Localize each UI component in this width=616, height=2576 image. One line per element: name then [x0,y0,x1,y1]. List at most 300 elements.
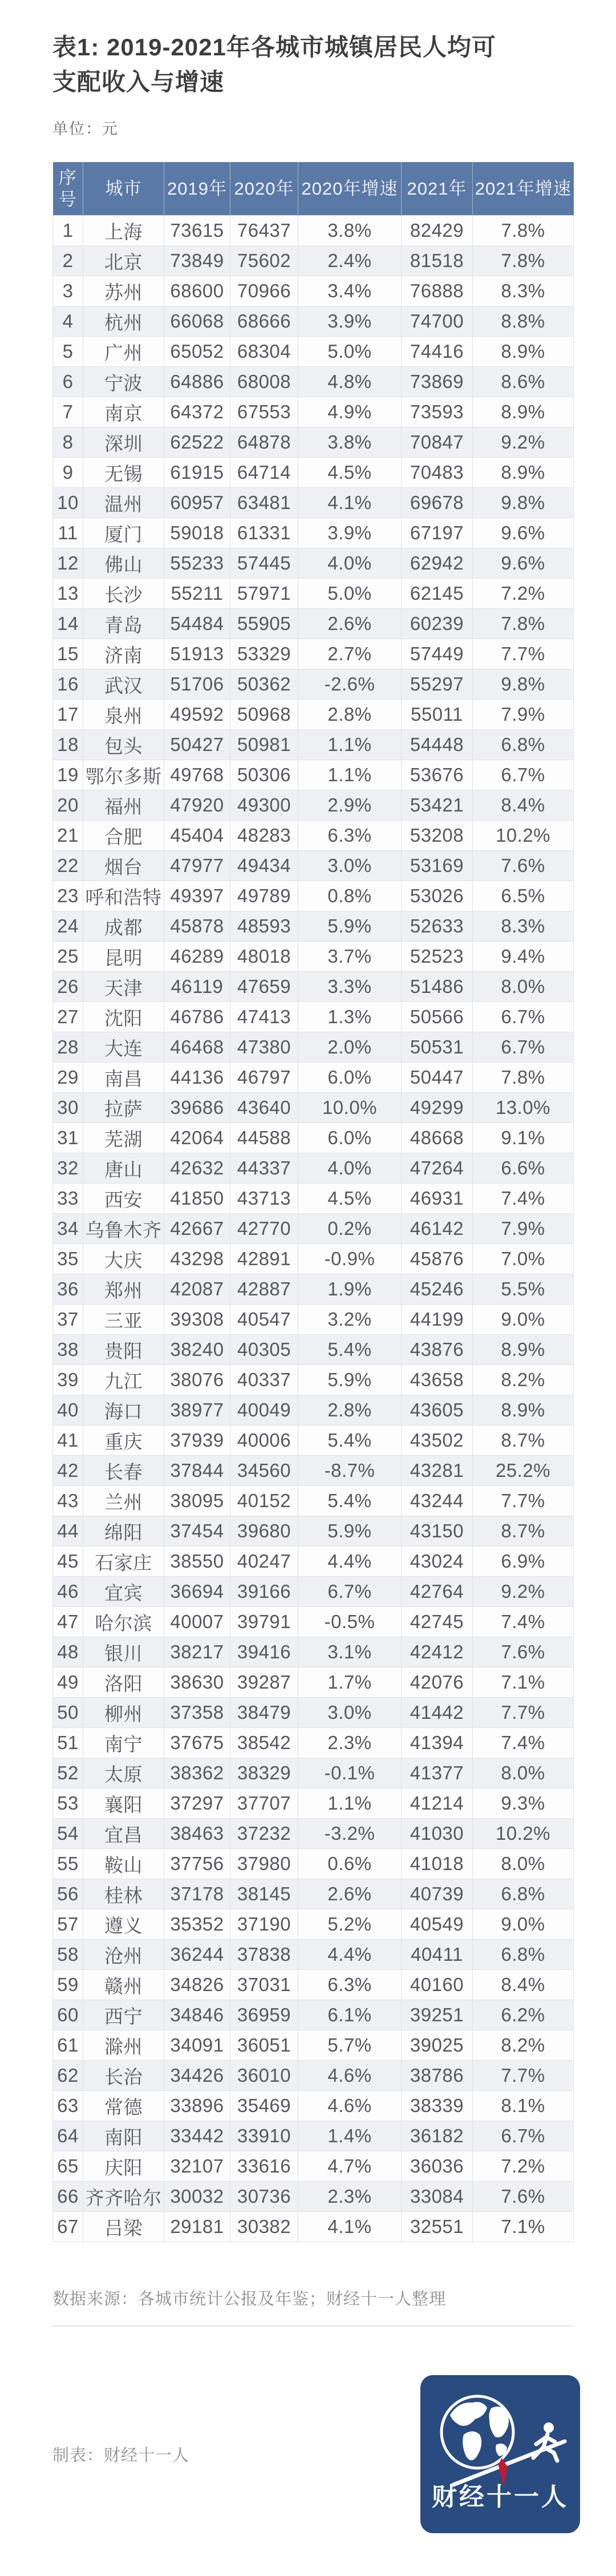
table-cell: 66 [53,2182,83,2212]
table-cell: 59 [53,1970,83,2000]
table-cell: 9.8% [473,669,574,700]
table-cell: 41018 [402,1849,473,1879]
table-cell: 37939 [164,1426,230,1456]
table-cell: 5.4% [298,1335,402,1365]
table-cell: 4.6% [298,2061,402,2091]
table-cell: 50 [53,1698,83,1728]
table-row [53,1728,574,1758]
table-cell: 73615 [164,216,230,246]
table-cell: 1.1% [298,730,402,760]
table-cell: 9.0% [473,1909,574,1940]
table-cell: 40152 [230,1486,298,1516]
table-cell: 37190 [230,1909,298,1940]
table-row [53,700,574,730]
table-cell: 47977 [164,851,230,881]
table-cell: 烟台 [83,851,164,881]
table-cell: 8.4% [473,1970,574,2000]
table-cell: 11 [53,518,83,548]
table-cell: 42891 [230,1244,298,1274]
table-cell: 九江 [83,1365,164,1395]
table-cell: 47380 [230,1032,298,1063]
table-cell: 42087 [164,1274,230,1305]
table-cell: 38977 [164,1395,230,1426]
table-cell: 53676 [402,760,473,790]
table-cell: 63481 [230,488,298,518]
table-cell: 53329 [230,639,298,669]
table-cell: -8.7% [298,1456,402,1486]
table-row [53,1909,574,1940]
table-cell: 6.8% [473,1940,574,1970]
table-cell: 4.5% [298,1184,402,1214]
table-cell: 43 [53,1486,83,1516]
table-row [53,1032,574,1063]
table-cell: 7.9% [473,700,574,730]
table-cell: 39416 [230,1637,298,1667]
table-cell: 16 [53,669,83,700]
table-cell: 海口 [83,1395,164,1426]
table-cell: 39251 [402,2000,473,2030]
table-row [53,1516,574,1547]
table-cell: 38329 [230,1758,298,1788]
table-cell: 呼和浩特 [83,881,164,911]
table-cell: 5.9% [298,1365,402,1395]
table-cell: 37454 [164,1516,230,1547]
table-cell: 9.2% [473,1577,574,1607]
table-cell: 53169 [402,851,473,881]
table-cell: 重庆 [83,1426,164,1456]
table-cell: 8.0% [473,1758,574,1788]
table-cell: 46142 [402,1214,473,1244]
table-cell: 55233 [164,548,230,579]
table-cell: 沧州 [83,1940,164,1970]
table-cell: 61 [53,2030,83,2061]
table-cell: 西宁 [83,2000,164,2030]
table-cell: 4.6% [298,2091,402,2121]
table-cell: 64878 [230,427,298,458]
table-row [53,1244,574,1274]
table-row [53,518,574,548]
table-row [53,1940,574,1970]
table-cell: 56 [53,1879,83,1909]
table-cell: 53421 [402,790,473,821]
table-cell: 33910 [230,2121,298,2151]
table-cell: 42064 [164,1123,230,1153]
table-cell: 3.0% [298,851,402,881]
table-cell: 60239 [402,609,473,639]
table-cell: 6.0% [298,1123,402,1153]
table-cell: 38550 [164,1547,230,1577]
table-cell: 4.4% [298,1940,402,1970]
table-cell: 1.4% [298,2121,402,2151]
table-row [53,2121,574,2151]
table-cell: 2.6% [298,609,402,639]
table-cell: 北京 [83,246,164,276]
table-row [53,881,574,911]
column-header: 序号 [53,162,83,216]
table-row [53,1305,574,1335]
table-cell: 5.9% [298,1516,402,1547]
table-cell: 南京 [83,397,164,427]
footer [52,2375,573,2533]
table-cell: 40160 [402,1970,473,2000]
table-cell: 2 [53,246,83,276]
table-cell: 8.9% [473,458,574,488]
table-cell: 10.2% [473,1819,574,1849]
table-cell: 70847 [402,427,473,458]
table-cell: 3.7% [298,942,402,972]
table-row [53,972,574,1002]
table-cell: 8.0% [473,1849,574,1879]
table-cell: 14 [53,609,83,639]
table-cell: 13 [53,579,83,609]
table-cell: 9 [53,458,83,488]
table-cell: 9.1% [473,1123,574,1153]
table-cell: 30032 [164,2182,230,2212]
table-cell: 8.2% [473,2030,574,2061]
table-cell: 36959 [230,2000,298,2030]
table-cell: 50362 [230,669,298,700]
table-row [53,2000,574,2030]
table-cell: 4.1% [298,488,402,518]
table-cell: 50306 [230,760,298,790]
table-cell: 15 [53,639,83,669]
table-row [53,1153,574,1184]
table-cell: 17 [53,700,83,730]
table-cell: 大庆 [83,1244,164,1274]
table-cell: -2.6% [298,669,402,700]
table-cell: 9.6% [473,518,574,548]
table-cell: 41377 [402,1758,473,1788]
table-cell: 鞍山 [83,1849,164,1879]
table-cell: 7.9% [473,1214,574,1244]
table-cell: 3.8% [298,427,402,458]
table-cell: 7.7% [473,2061,574,2091]
table-cell: 34091 [164,2030,230,2061]
table-cell: 35 [53,1244,83,1274]
table-cell: 63 [53,2091,83,2121]
table-cell: 太原 [83,1758,164,1788]
table-cell: 61331 [230,518,298,548]
table-cell: 42412 [402,1637,473,1667]
table-cell: 沈阳 [83,1002,164,1032]
table-cell: 43281 [402,1456,473,1486]
table-row [53,1970,574,2000]
table-cell: 43640 [230,1093,298,1123]
table-cell: 1.1% [298,1788,402,1819]
table-cell: 67197 [402,518,473,548]
table-cell: 哈尔滨 [83,1607,164,1637]
table-cell: 6.5% [473,881,574,911]
page-title-line2: 支配收入与增速 [52,68,225,95]
table-row [53,2091,574,2121]
table-cell: 65 [53,2151,83,2182]
table-cell: 1.3% [298,1002,402,1032]
column-header: 2020年 [230,162,298,216]
table-cell: 2.4% [298,246,402,276]
table-cell: 19 [53,760,83,790]
table-cell: 37031 [230,1970,298,2000]
table-cell: 6.3% [298,821,402,851]
table-cell: 47659 [230,972,298,1002]
table-cell: 5.7% [298,2030,402,2061]
table-row [53,488,574,518]
table-cell: 32551 [402,2212,473,2242]
column-header: 2021年 [402,162,473,216]
table-row [53,367,574,397]
table-cell: 7.2% [473,579,574,609]
table-cell: 8.7% [473,1426,574,1456]
table-cell: 2.6% [298,1879,402,1909]
table-cell: 柳州 [83,1698,164,1728]
table-cell: 54 [53,1819,83,1849]
table-cell: 54484 [164,609,230,639]
table-cell: 南阳 [83,2121,164,2151]
table-cell: 49 [53,1667,83,1698]
table-cell: 58 [53,1940,83,1970]
table-row [53,851,574,881]
table-cell: 0.6% [298,1849,402,1879]
table-cell: 37756 [164,1849,230,1879]
table-cell: 53026 [402,881,473,911]
table-cell: 60 [53,2000,83,2030]
table-cell: 43024 [402,1547,473,1577]
income-table [52,162,574,2242]
table-cell: 2.9% [298,790,402,821]
table-cell: 67 [53,2212,83,2242]
table-cell: 37297 [164,1788,230,1819]
table-cell: 74700 [402,306,473,337]
table-header [53,162,574,216]
table-cell: 30 [53,1093,83,1123]
table-row [53,246,574,276]
table-row [53,276,574,306]
divider-line [52,2325,573,2327]
table-cell: 48018 [230,942,298,972]
table-cell: 36010 [230,2061,298,2091]
table-row [53,2182,574,2212]
logo-graphic [420,2375,580,2533]
table-cell: 39166 [230,1577,298,1607]
table-cell: 39680 [230,1516,298,1547]
table-row [53,2030,574,2061]
table-cell: 40247 [230,1547,298,1577]
table-cell: 宁波 [83,367,164,397]
table-cell: 36036 [402,2151,473,2182]
table-cell: 66068 [164,306,230,337]
table-cell: 7.1% [473,2212,574,2242]
table-cell: 44199 [402,1305,473,1335]
column-header: 城市 [83,162,164,216]
table-cell: 37 [53,1305,83,1335]
table-cell: 7.0% [473,1244,574,1274]
table-cell: 57971 [230,579,298,609]
table-cell: 70966 [230,276,298,306]
table-cell: 60957 [164,488,230,518]
table-row [53,1879,574,1909]
table-cell: 37838 [230,1940,298,1970]
table-cell: 49592 [164,700,230,730]
table-cell: 38145 [230,1879,298,1909]
table-cell: 36694 [164,1577,230,1607]
table-cell: 8.8% [473,306,574,337]
table-cell: 38362 [164,1758,230,1788]
table-cell: 39287 [230,1667,298,1698]
table-cell: 51486 [402,972,473,1002]
table-cell: 42632 [164,1153,230,1184]
table-cell: 38630 [164,1667,230,1698]
table-cell: 6.9% [473,1547,574,1577]
table-cell: 50981 [230,730,298,760]
table-cell: 34560 [230,1456,298,1486]
table-cell: 石家庄 [83,1547,164,1577]
table-cell: 3.0% [298,1698,402,1728]
table-cell: 10 [53,488,83,518]
table-cell: 42887 [230,1274,298,1305]
table-cell: 4.4% [298,1547,402,1577]
table-cell: 18 [53,730,83,760]
table-cell: 5.9% [298,911,402,942]
table-cell: 郑州 [83,1274,164,1305]
table-cell: 广州 [83,337,164,367]
table-cell: 1.9% [298,1274,402,1305]
table-cell: 45404 [164,821,230,851]
table-row [53,1607,574,1637]
table-cell: 29181 [164,2212,230,2242]
table-row [53,1063,574,1093]
table-cell: 长春 [83,1456,164,1486]
table-cell: 齐齐哈尔 [83,2182,164,2212]
table-row [53,1667,574,1698]
table-row [53,911,574,942]
table-row [53,1456,574,1486]
table-row [53,1395,574,1426]
table-cell: 宜昌 [83,1819,164,1849]
table-cell: 42 [53,1456,83,1486]
table-cell: 4.0% [298,1153,402,1184]
table-cell: 40007 [164,1607,230,1637]
table-cell: 4.7% [298,2151,402,2182]
table-cell: 绵阳 [83,1516,164,1547]
table-cell: 50531 [402,1032,473,1063]
table-cell: 38076 [164,1365,230,1395]
table-cell: 6.7% [298,1577,402,1607]
table-cell: 61915 [164,458,230,488]
table-cell: 兰州 [83,1486,164,1516]
table-cell: 50447 [402,1063,473,1093]
table-row [53,1698,574,1728]
table-cell: 7.7% [473,1486,574,1516]
table-row [53,1184,574,1214]
table-cell: 7.6% [473,2182,574,2212]
source-note: 数据来源：各城市统计公报及年鉴；财经十一人整理 [52,2290,447,2308]
table-cell: 30382 [230,2212,298,2242]
table-row [53,427,574,458]
table-cell: 6 [53,367,83,397]
table-cell: 8.9% [473,337,574,367]
table-cell: 29 [53,1063,83,1093]
table-cell: -0.5% [298,1607,402,1637]
table-cell: 8.0% [473,972,574,1002]
table-cell: 62942 [402,548,473,579]
table-cell: 67553 [230,397,298,427]
table-cell: 52633 [402,911,473,942]
table-cell: 5.2% [298,1909,402,1940]
table-cell: 3.9% [298,518,402,548]
table-row [53,639,574,669]
table-cell: 48 [53,1637,83,1667]
table-cell: 3 [53,276,83,306]
table-cell: 4 [53,306,83,337]
table-cell: 47264 [402,1153,473,1184]
table-cell: 47 [53,1607,83,1637]
table-cell: 赣州 [83,1970,164,2000]
table-cell: 33616 [230,2151,298,2182]
table-cell: 41394 [402,1728,473,1758]
table-cell: 44 [53,1516,83,1547]
table-cell: 泉州 [83,700,164,730]
table-cell: 32 [53,1153,83,1184]
table-cell: 39 [53,1365,83,1395]
table-cell: 62 [53,2061,83,2091]
table-row [53,1214,574,1244]
table-cell: 30736 [230,2182,298,2212]
table-cell: 2.8% [298,1395,402,1426]
column-header: 2021年增速 [473,162,574,216]
table-cell: 33 [53,1184,83,1214]
table-row [53,579,574,609]
table-row [53,1547,574,1577]
table-cell: 7.4% [473,1607,574,1637]
table-cell: 7.7% [473,1698,574,1728]
table-cell: 8.9% [473,1395,574,1426]
table-cell: 45 [53,1547,83,1577]
table-row [53,730,574,760]
table-cell: 34826 [164,1970,230,2000]
table-cell: 2.3% [298,1728,402,1758]
table-cell: 成都 [83,911,164,942]
table-cell: 50566 [402,1002,473,1032]
table-cell: -0.1% [298,1758,402,1788]
table-cell: 37980 [230,1849,298,1879]
table-cell: 50427 [164,730,230,760]
table-cell: 35352 [164,1909,230,1940]
table-cell: 3.1% [298,1637,402,1667]
table-cell: 36 [53,1274,83,1305]
table-cell: 64886 [164,367,230,397]
table-row [53,669,574,700]
table-cell: 46 [53,1577,83,1607]
table-cell: 64 [53,2121,83,2151]
table-cell: 43658 [402,1365,473,1395]
table-cell: 38240 [164,1335,230,1365]
caijing-eleven-logo [420,2375,580,2533]
table-cell: 34 [53,1214,83,1244]
table-cell: 9.6% [473,548,574,579]
table-cell: 苏州 [83,276,164,306]
table-body [53,216,574,2242]
table-cell: 43713 [230,1184,298,1214]
table-cell: 40739 [402,1879,473,1909]
table-cell: 43244 [402,1486,473,1516]
table-cell: 53208 [402,821,473,851]
table-cell: 7.6% [473,851,574,881]
table-cell: 13.0% [473,1093,574,1123]
table-row [53,1123,574,1153]
table-cell: 3.9% [298,306,402,337]
table-cell: 37844 [164,1456,230,1486]
table-row [53,760,574,790]
table-cell: 53 [53,1788,83,1819]
